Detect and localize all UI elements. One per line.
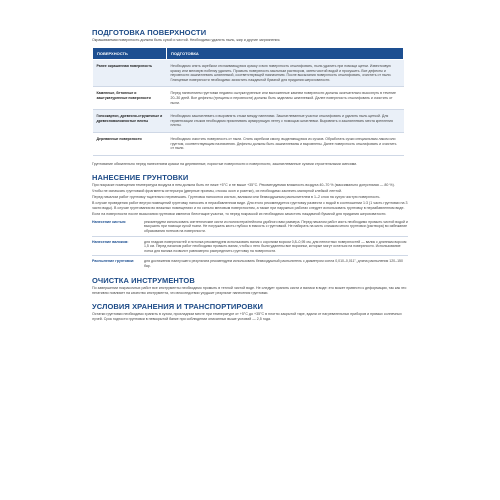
table-row <box>93 132 404 155</box>
application-paragraph: Чтобы не испачкать грунтовкой фрагменты интерьера (дверные проемы, откосы окон и розетки), их необходимо заклеить малярной клейкой лентой. <box>92 188 342 193</box>
cleaning-title: ОЧИСТКА ИНСТРУМЕНТОВ <box>92 276 195 286</box>
application-paragraph: Перед началом работ грунтовку тщательно перемешать. Грунтовка наносится кистью, валиком или безвоздушным распылителем в 1–2 слоя на сухую чистую поверхность. <box>92 194 381 199</box>
surface-prep-intro: Окрашиваемая поверхность должна быть сухой и чистой. Необходимо удалить пыль, жир и другие загрязнения. <box>92 38 281 42</box>
table-cell-surface: Ранее окрашенная поверхность <box>93 60 167 87</box>
after-table-note: Грунтование обязательно перед нанесением краски на деревянные, пористые поверхности и поверхности, зашпатлеванные сухими строительными смесями. <box>92 161 358 166</box>
table-row <box>93 87 404 110</box>
table-cell-prep: Необходимо зашпатлевать и выровнять стыки между панелями. Зашпатлеванные участки отшлифовать и удалить пыль щеткой. Для герметизации стыков необходимо приклеивать армирующую ленту с помощью шпатлевки. Выровнять и зашпатлевать места крепления плиты. <box>167 110 404 133</box>
method-roller <box>92 240 408 254</box>
surface-prep-table <box>92 47 404 156</box>
application-paragraph: Если на поверхности после высыхания грунтовки имеются блестящие участки, то перед покраской их необходимо зачистить наждачной бумагой для придания шероховатости. <box>92 211 387 216</box>
application-paragraph: При покраске помещения температура воздуха в нем должна быть не ниже +5°С и не выше +35°С. Рекомендуемая влажность воздуха 40–70 % (максимально допустимая — 80 %). <box>92 182 395 187</box>
table-header-prep: ПОДГОТОВКА <box>167 48 404 60</box>
method-label: Нанесение кистью: <box>92 219 127 224</box>
table-cell-prep: Перед нанесением грунтовки недавно оштукатуренные или выложенные камнем поверхности должны окончательно высохнуть в течение 20–30 дней. Все дефекты (трещины и неровности) должны быть заделаны шпатлевкой. Далее поверхность отшлифовать и очистить от пыли. <box>167 87 404 110</box>
table-cell-surface: Каменные, бетонные и заштукатуренные поверхности <box>93 87 167 110</box>
method-text: для гладких поверхностей и потолка рекомендуем использовать валик с коротким ворсом 0,8–0,95 см, для неплотных поверхностей — валик с длинным ворсом 1,5 см. Перед началом работ необходимо промыть валик, чтобы с него были удалены все ворсинки, которые могут остаться на поверхности. Использование лотка для валика позволит равномерно распределить грунтовку на поверхности. <box>144 239 407 253</box>
application-title: НАНЕСЕНИЕ ГРУНТОВКИ <box>92 172 189 182</box>
storage-text: Остатки грунтовки необходимо хранить в сухом, прохладном месте при температуре от +5°С до +35°С в плотно закрытой таре, вдали от нагревательных приборов и прямых солнечных лучей. Срок годности грунтовки в невскрытой банке при соблюдении описанных выше условий — 2,5 года. <box>92 312 402 322</box>
table-cell-surface: Гипсокартон, древесно-стружечные и древесноволокнистые плиты <box>93 110 167 133</box>
table-cell-prep: Необходимо очистить поверхность от пыли. Снять скребком смолу, выделяющуюся из сучков. Обработать сучки специальным лаком или грунтом, соответствующим назначению. Дефекты должны быть зашпатлеваны и выровнены. Далее поверхность отшлифовать и очистить от пыли. <box>167 132 404 155</box>
method-label: Нанесение валиком: <box>92 239 129 244</box>
application-paragraph: В случае проведения работ внутри помещений грунтовку наносить в неразбавленном виде. Для этого рекомендуется грунтовку развести с водой в соотношении 1:3 (1 часть грунтовки на 3 части воды). В случае грунтования во влажных помещениях и по сильно меловым поверхностям, а также при наружных работах следует использовать грунтовку в неразбавленном виде. <box>92 200 408 210</box>
method-text: для достижения наилучшего результата рекомендуем использовать безвоздушный распылитель с диаметром сопла 0,010–0,011", длина распыления 120–150 бар. <box>144 259 403 268</box>
divider <box>92 255 408 256</box>
table-row <box>93 110 404 133</box>
surface-prep-title: ПОДГОТОВКА ПОВЕРХНОСТИ <box>92 28 207 37</box>
document-page <box>92 28 408 322</box>
method-brush <box>92 220 408 234</box>
divider <box>92 236 408 237</box>
storage-title: УСЛОВИЯ ХРАНЕНИЯ И ТРАНСПОРТИРОВКИ <box>92 302 264 312</box>
method-text: рекомендуем использовать синтетические кисти из полиэстера/нейлона удобного вам размера. Перед началом работ кисть необходимо промыть чистой водой и высушить при помощи сухой ткани. Не погружать кисть глубоко в емкость с грунтовкой. Не набирать на кисть слишком много грунтовки (раствора) во избежание образования потеков на поверхности. <box>144 219 408 233</box>
method-label: Распыление грунтовки: <box>92 259 135 264</box>
cleaning-text: По завершении покрасочных работ все инструменты необходимо промыть в теплой чистой воде. Не следует хранить кисти и валики в воде: это может привести к деформации, так как это негативно повлияет на качество инструмента, что впоследствии ухудшит результат нанесения грунтовки. <box>92 286 407 296</box>
table-cell-surface: Деревянные поверхности <box>93 132 167 155</box>
table-row <box>93 60 404 87</box>
table-cell-prep: Необходимо снять скребком отслаивающуюся краску и всю поверхность отшлифовать, пыль удалить при помощи щетки. Известковую краску или меловую побелку удалить. Промыть поверхность мыльным раствором, затем чистой водой и просушить. Все дефекты и неровности зашпатлевать шпатлевкой, соответствующей назначению. После высыхания поверхность отшлифовать, очистить от пыли. Глянцевые поверхности необходимо зачистить наждачной бумагой для придания шероховатости. <box>167 60 404 87</box>
method-spray <box>92 259 408 268</box>
table-header-surface: ПОВЕРХНОСТЬ <box>93 48 167 60</box>
